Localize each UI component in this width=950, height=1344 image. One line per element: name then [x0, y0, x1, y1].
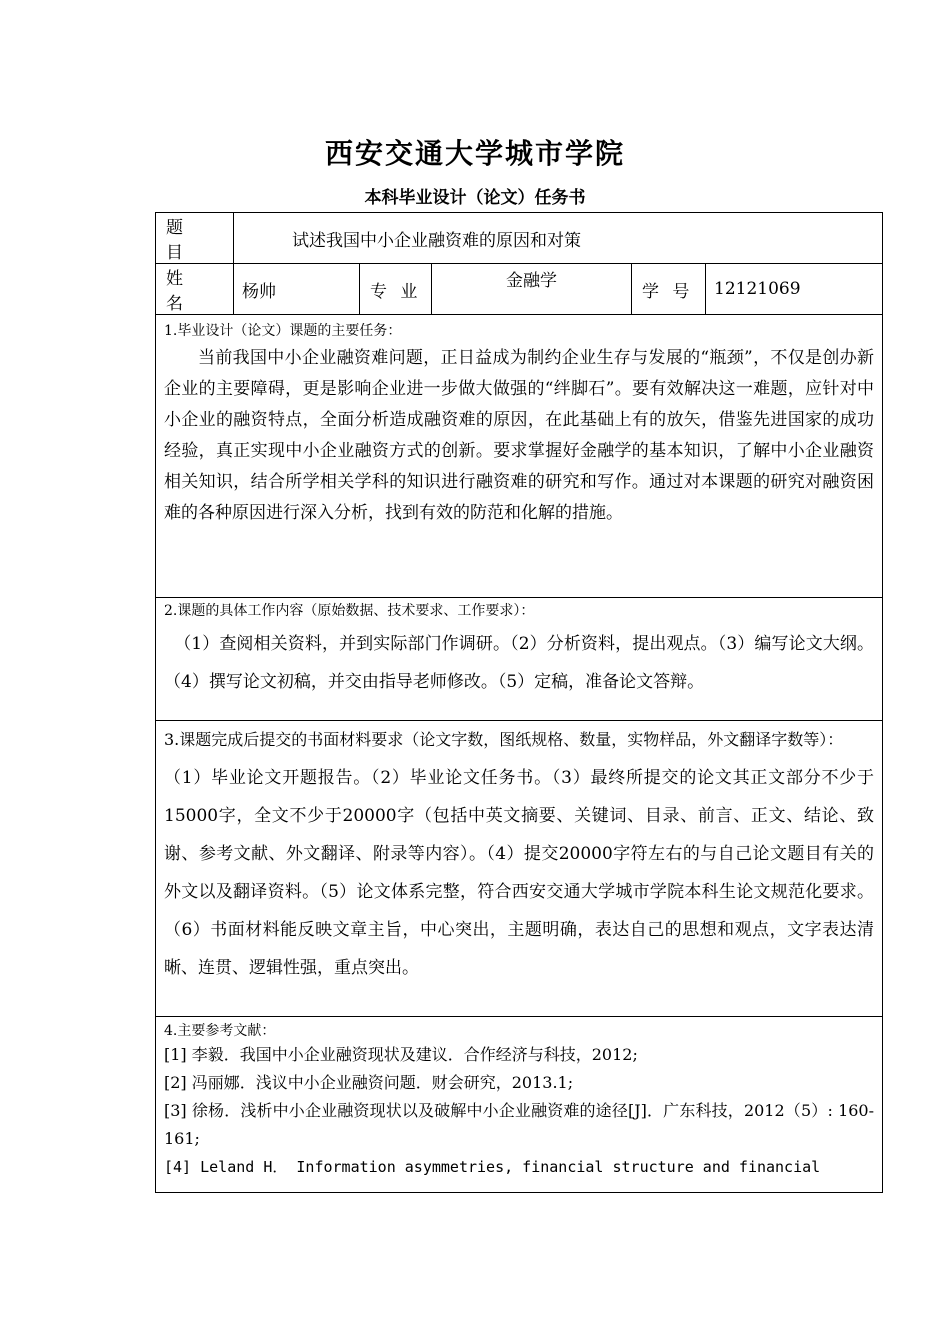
- task-table: [155, 212, 883, 1193]
- section4-heading: 4.主要参考文献：: [164, 1023, 276, 1039]
- university-title: 西安交通大学城市学院: [324, 137, 625, 170]
- section-work-content: [156, 598, 883, 721]
- reference-item: [3] 徐杨．浅析中小企业融资现状以及破解中小企业融资难的途径[J]．广东科技，2012（5）: 160-161;: [164, 1101, 875, 1148]
- topic-value: 试述我国中小企业融资难的原因和对策: [234, 213, 883, 264]
- reference-item: [2] 冯丽娜．浅议中小企业融资问题．财会研究，2013.1;: [164, 1073, 574, 1092]
- name-label: 姓 名: [156, 264, 234, 315]
- section2-heading: 2.课题的具体工作内容（原始数据、技术要求、工作要求）：: [164, 603, 535, 619]
- section2-body: （1）查阅相关资料，并到实际部门作调研。（2）分析资料，提出观点。（3）编写论文大纲。（4）撰写论文初稿，并交由指导老师修改。（5）定稿，准备论文答辩。: [164, 634, 875, 692]
- student-id-value: 12121069: [706, 264, 883, 315]
- topic-label: 题 目: [156, 213, 234, 264]
- section1-heading: 1.毕业设计（论文）课题的主要任务：: [164, 323, 402, 339]
- section3-heading: 3.课题完成后提交的书面材料要求（论文字数，图纸规格、数量，实物样品，外文翻译字数等）：: [164, 730, 844, 749]
- section-main-task: [156, 315, 883, 598]
- section1-body: 当前我国中小企业融资难问题，正日益成为制约企业生存与发展的“瓶颈”，不仅是创办新企业的主要障碍，更是影响企业进一步做大做强的“绊脚石”。要有效解决这一难题，应针对中小企业的融资特点，全面分析造成融资难的原因，在此基础上有的放矢，借鉴先进国家的成功经验，真正实现中小企业融资方式的创新。要求掌握好金融学的基本知识，了解中小企业融资相关知识，结合所学相关学科的知识进行融资难的研究和写作。通过对本课题的研究对融资困难的各种原因进行深入分析，找到有效的防范和化解的措施。: [164, 348, 875, 523]
- major-label: 专 业: [360, 264, 432, 315]
- name-value: 杨帅: [234, 264, 360, 315]
- reference-item: [4] Leland H． Information asymmetries, financial structure and financial: [164, 1158, 821, 1176]
- section-references: [156, 1017, 883, 1193]
- section3-body: （1）毕业论文开题报告。（2）毕业论文任务书。（3）最终所提交的论文其正文部分不少于15000字，全文不少于20000字（包括中英文摘要、关键词、目录、前言、正文、结论、致谢、参考文献、外文翻译、附录等内容）。（4）提交20000字符左右的与自己论文题目有关的外文以及翻译资料。（5）论文体系完整，符合西安交通大学城市学院本科生论文规范化要求。（6）书面材料能反映文章主旨，中心突出，主题明确，表达自己的思想和观点，文字表达清晰、连贯、逻辑性强，重点突出。: [164, 768, 875, 978]
- section-materials: [156, 721, 883, 1017]
- document-subtitle: 本科毕业设计（论文）任务书: [364, 188, 586, 208]
- major-value: 金融学: [432, 264, 632, 315]
- student-id-label: 学 号: [632, 264, 706, 315]
- reference-item: [1] 李毅．我国中小企业融资现状及建议．合作经济与科技，2012;: [164, 1045, 638, 1064]
